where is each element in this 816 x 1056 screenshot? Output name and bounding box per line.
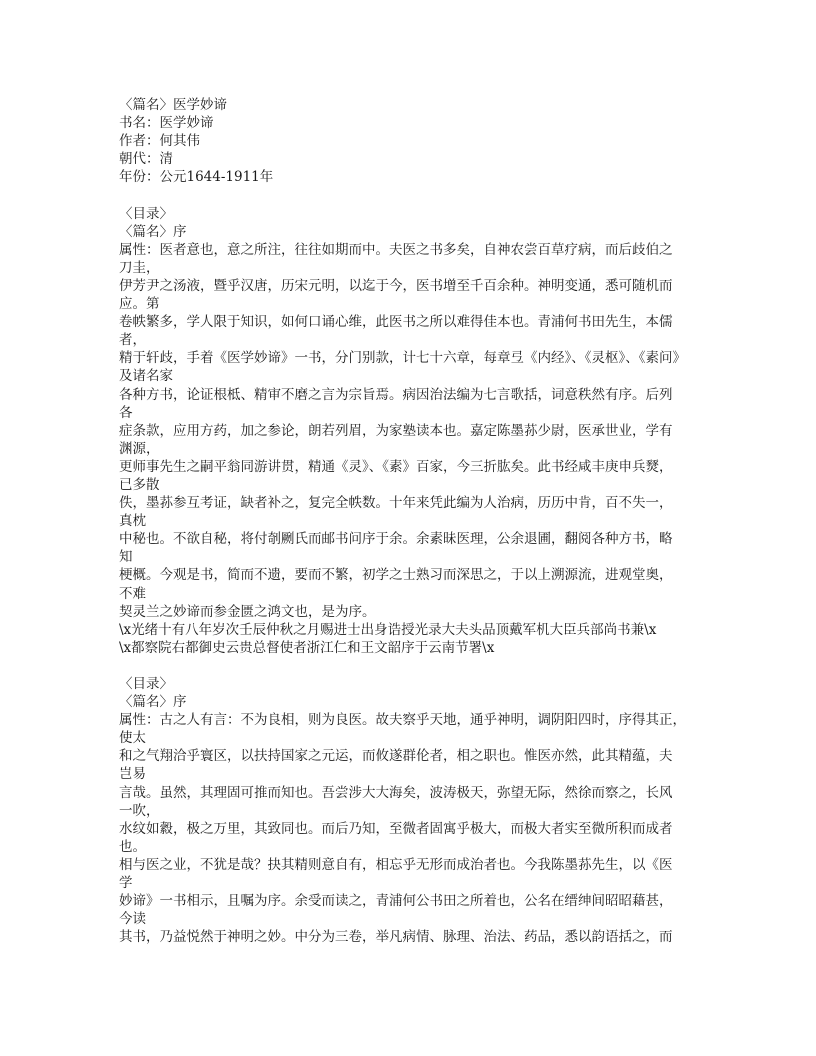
text-line: 者，: [119, 332, 146, 349]
text-line: 属性：古之人有言：不为良相，则为良医。故夫察乎天地，通乎神明，调阴阳四时，序得其正，: [119, 712, 686, 729]
signature-line: \x都察院右都御史云贵总督使者浙江仁和王文韶序于云南节署\x: [119, 639, 495, 656]
text-line: 也。: [119, 838, 146, 855]
text-line: 一吹，: [119, 802, 160, 819]
text-line: 刀圭，: [119, 259, 160, 276]
book-name: 书名：医学妙谛: [119, 115, 214, 132]
text-line: 已多散: [119, 476, 160, 493]
author: 作者：何其伟: [119, 133, 200, 150]
blank-line: [119, 186, 716, 204]
text-line: 卷帙繁多，学人限于知识，如何口诵心维，此医书之所以难得佳本也。青浦何书田先生，本儒: [119, 314, 673, 331]
text-line: 真枕: [119, 513, 146, 530]
text-line: 契灵兰之妙谛而参金匮之鸿文也，是为序。: [119, 603, 376, 620]
preface-section-1: [119, 205, 716, 657]
text-line: 其书，乃益悦然于神明之妙。中分为三卷，举凡病情、脉理、治法、药品，悉以韵语括之，而: [119, 929, 673, 946]
preface-section-2: [119, 675, 716, 946]
text-line: 佚，墨荪参互考证，缺者补之，复完全帙数。十年来凭此编为人治病，历历中肯，百不失一，: [119, 495, 673, 512]
text-line: 伊芳尹之汤液，暨乎汉唐，历宋元明，以迄于今，医书增至千百余种。神明变通，悉可随机而: [119, 277, 673, 294]
text-line: 和之气翔洽乎寰区，以扶持国家之元运，而攸遂群伦者，相之职也。惟医亦然，此其精蕴，夫: [119, 748, 673, 765]
text-line: 各: [119, 404, 133, 421]
text-line: 妙谛》一书相示，且嘱为序。余受而读之，青浦何公书田之所着也，公名在缙绅间昭昭藉甚，: [119, 893, 673, 910]
text-line: 更师事先生之嗣平翁同游讲贯，精通《灵》、《素》百家，今三折肱矣。此书经咸丰庚申兵燹，: [119, 458, 673, 475]
text-line: 相与医之业，不犹是哉？抉其精则意自有，相忘乎无形而成治者也。今我陈墨荪先生，以《医: [119, 856, 673, 873]
text-line: 言哉。虽然，其理固可推而知也。吾尝涉大大海矣，波涛极天，弥望无际，然徐而察之，长风: [119, 784, 673, 801]
text-line: 中秘也。不欲自秘，将付剞劂氏而邮书问序于余。余素昧医理，公余退圃，翻阅各种方书，略: [119, 531, 673, 548]
text-line: 梗概。今观是书，简而不遗，要而不繁，初学之士熟习而深思之，于以上溯源流，进观堂奥，: [119, 567, 673, 584]
text-line: 使太: [119, 730, 146, 747]
text-line: 不难: [119, 585, 146, 602]
text-line: 症条款，应用方药，加之参论，朗若列眉，为家塾读本也。嘉定陈墨荪少尉，医承世业，学有: [119, 422, 673, 439]
text-line: 应。第: [119, 296, 160, 313]
blank-line: [119, 657, 716, 675]
text-line: 岂易: [119, 766, 146, 783]
text-line: 及诸名家: [119, 368, 173, 385]
text-line: 水纹如縠，极之万里，其致同也。而后乃知，至微者固寓乎极大，而极大者实至微所积而成者: [119, 820, 673, 837]
text-line: 今读: [119, 911, 146, 928]
toc-label: 〈目录〉: [119, 676, 173, 692]
years: 年份：公元1644-1911年: [119, 169, 274, 186]
dynasty: 朝代：清: [119, 151, 173, 168]
chapter-title: 〈篇名〉序: [119, 223, 187, 240]
text-line: 渊源，: [119, 440, 160, 457]
text-line: 精于轩歧，手着《医学妙谛》一书，分门别款，计七十六章，每章弖《内经》、《灵枢》、《素问》: [119, 350, 686, 367]
text-line: 各种方书，论证根柢、精审不磨之言为宗旨焉。病因治法编为七言歌括，词意秩然有序。后列: [119, 386, 673, 403]
text-line: 学: [119, 875, 133, 892]
toc-label: 〈目录〉: [119, 205, 173, 222]
text-line: 知: [119, 549, 133, 566]
signature-line: \x光绪十有八年岁次壬辰仲秋之月赐进士出身诰授光录大夫头品顶戴军机大臣兵部尚书兼\x: [119, 621, 657, 638]
chapter-title: 〈篇名〉序: [119, 694, 187, 711]
title-line: 〈篇名〉医学妙谛: [119, 97, 227, 113]
text-line: 属性：医者意也，意之所注，往往如期而中。夫医之书多矣，自神农尝百草疗病，而后歧伯之: [119, 241, 673, 258]
